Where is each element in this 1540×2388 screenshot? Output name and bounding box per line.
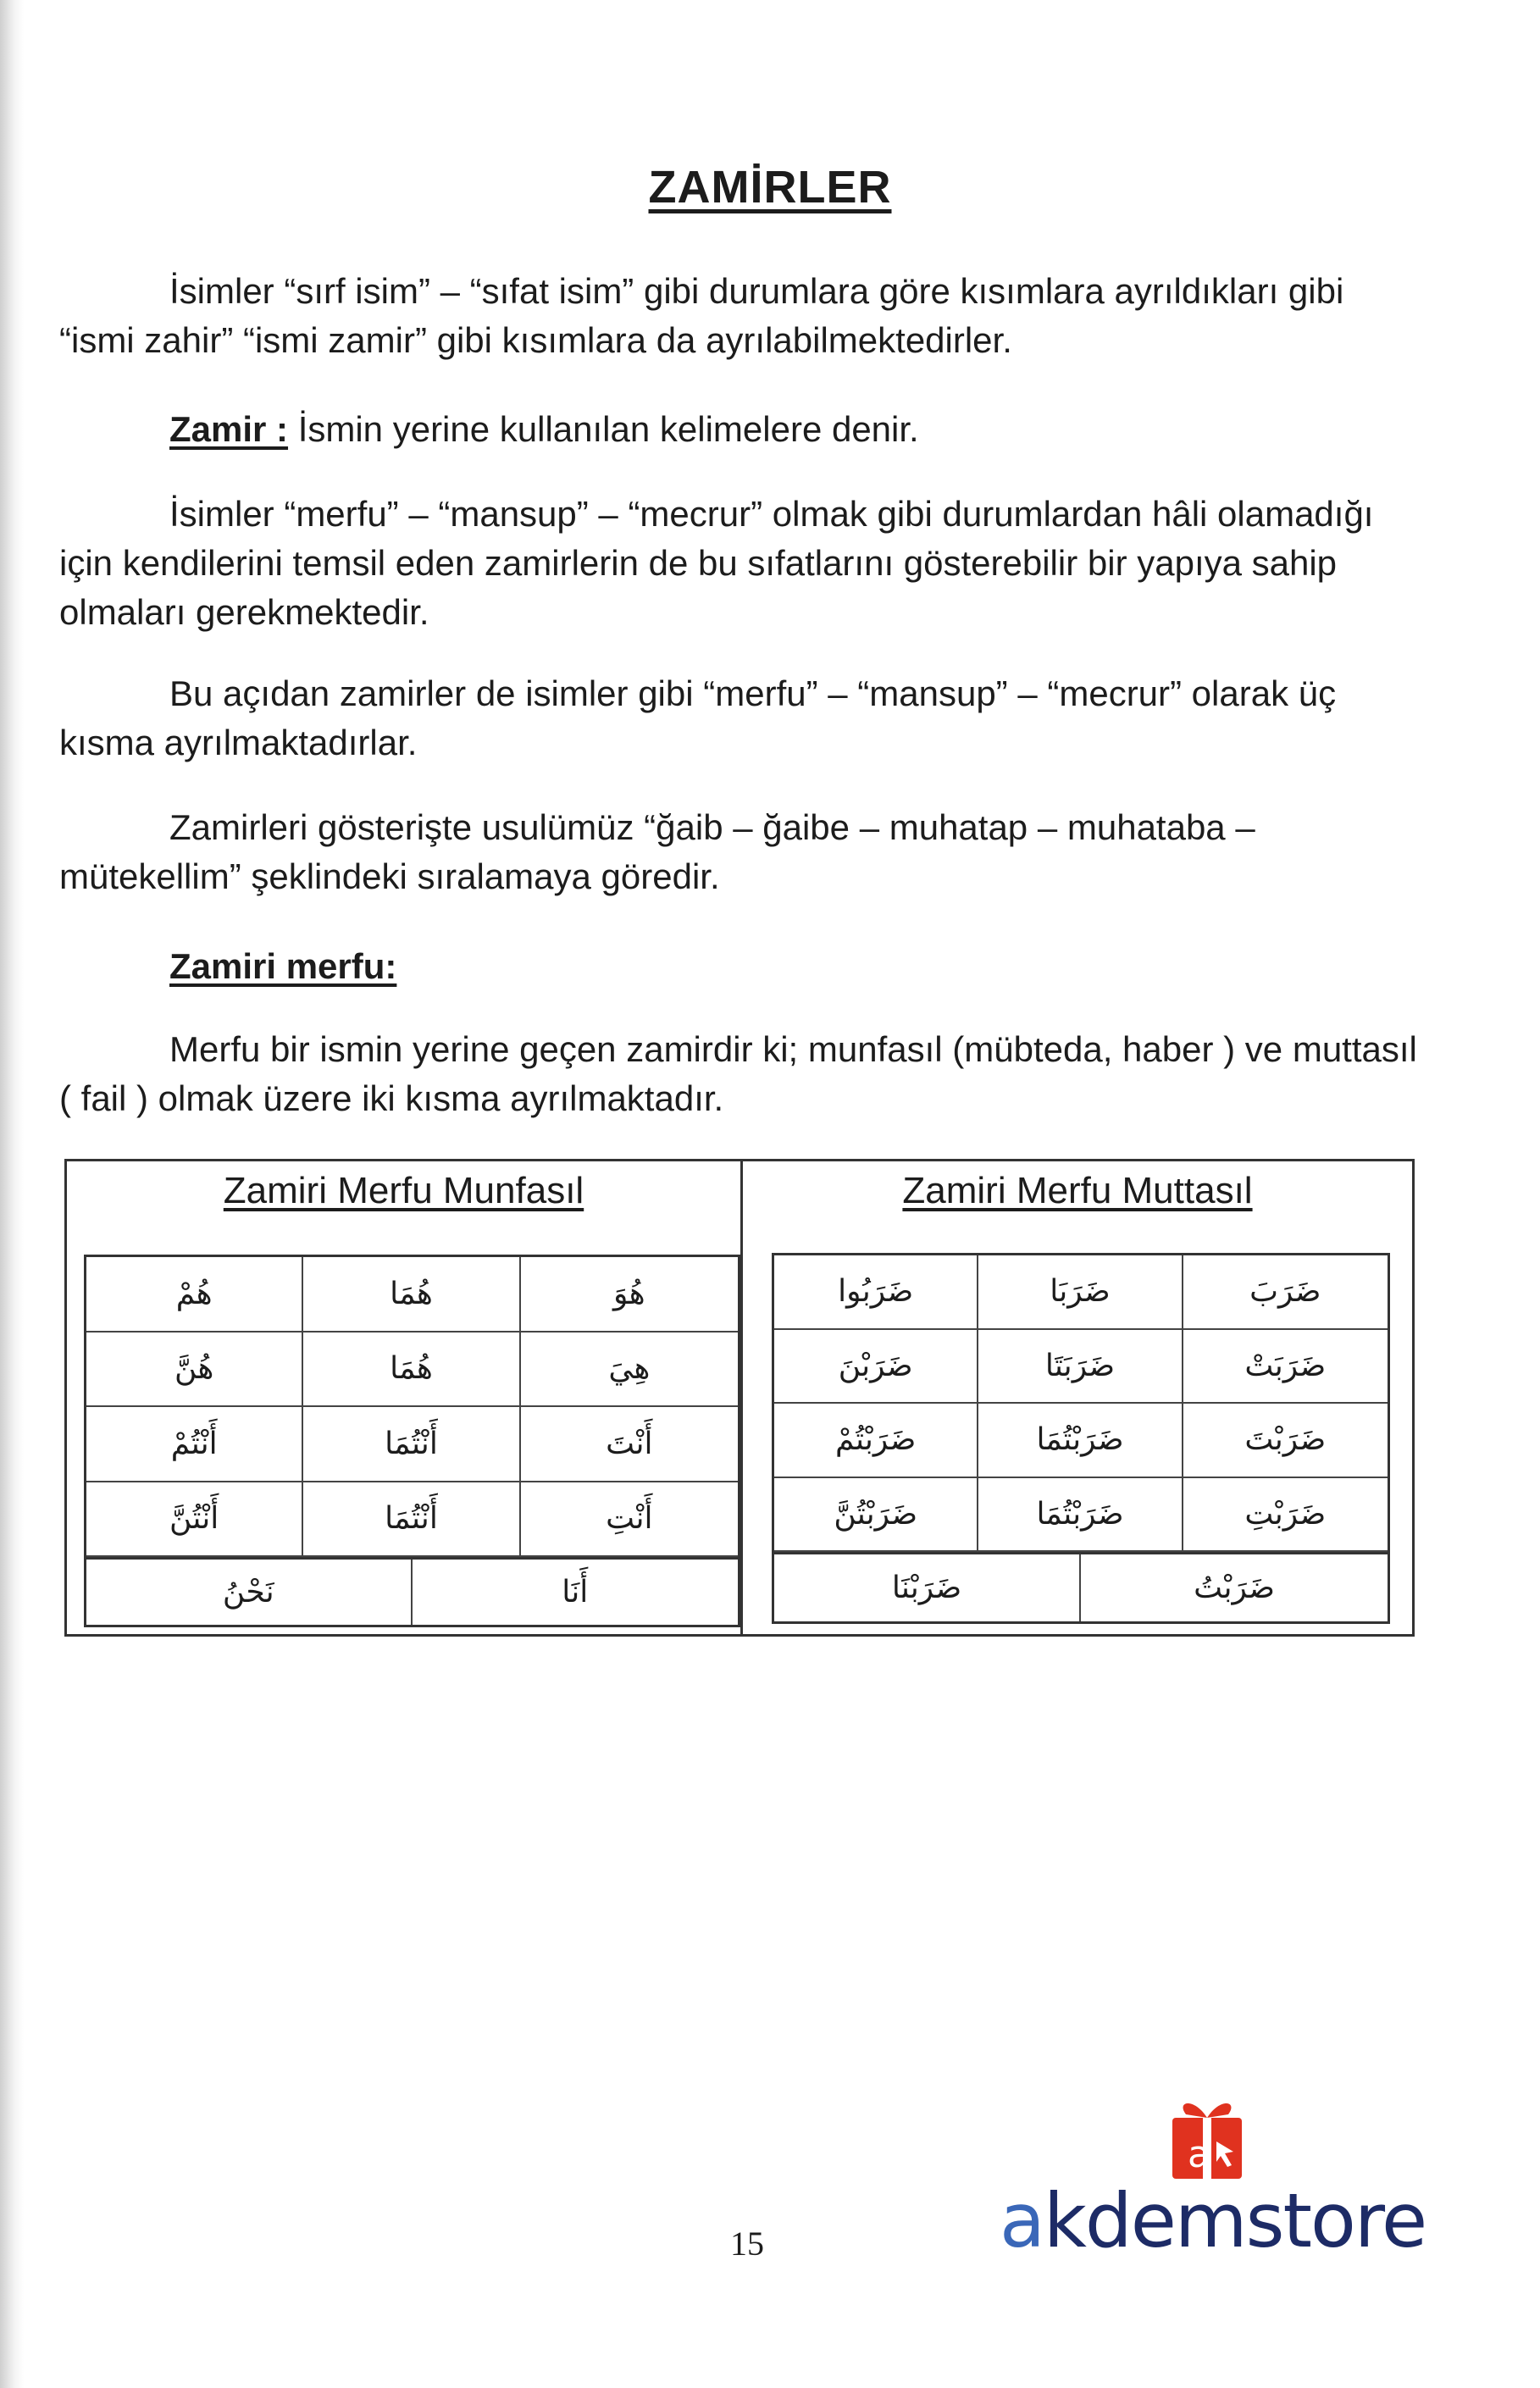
paragraph-5-text: Merfu bir ismin yerine geçen zamirdir ki; munfasıl (mübteda, haber ) ve muttasıl ( fail ) olmak üzere iki kısma ayrılmaktadır. (59, 1029, 1417, 1118)
page-title: ZAMİRLER (648, 162, 892, 213)
table-cell: ضَرَبْتُ (1194, 1571, 1275, 1605)
table-cell: ضَرَبُوا (774, 1255, 978, 1330)
paragraph-3 (59, 669, 1423, 767)
table-cell: ضَرَبْتُنَّ (774, 1478, 978, 1553)
table-cell: ضَرَبْتُمْ (774, 1404, 978, 1478)
book-gift-icon (1161, 2092, 1254, 2184)
table-cell: أَنْتُمْ (86, 1407, 303, 1482)
table-cell: هُمْ (86, 1257, 303, 1333)
zamir-label: Zamir : (169, 409, 289, 449)
table-cell: هُمَا (303, 1257, 520, 1333)
table-cell: هُمَا (303, 1333, 520, 1408)
table-cell: ضَرَبْنَ (774, 1330, 978, 1405)
table-cell: أَنْتَ (521, 1407, 738, 1482)
akdemstore-logo (1000, 2092, 1440, 2262)
table-cell: هِيَ (521, 1333, 738, 1408)
paragraph-1 (59, 267, 1423, 365)
paragraph-2-text: İsimler “merfu” – “mansup” – “mecrur” olmak gibi durumlardan hâli olamadığı için kendilerini temsil eden zamirlerin de bu sıfatlarını gösterebilir bir yapıya sahip olmaları gerekmektedir. (59, 494, 1374, 632)
table-cell: هُوَ (521, 1257, 738, 1333)
table-cell: أَنْتُمَا (303, 1482, 520, 1558)
page-edge-shadow (0, 0, 24, 2388)
table-cell: ضَرَبْتَ (1183, 1404, 1388, 1478)
left-table-header: Zamiri Merfu Munfasıl (223, 1170, 584, 1211)
pronoun-table (64, 1159, 1415, 1637)
table-cell: ضَرَبَتْ (1183, 1330, 1388, 1405)
table-cell: أَنْتُمَا (303, 1407, 520, 1482)
svg-text:a: a (1188, 2133, 1210, 2176)
table-cell: أَنْتُنَّ (86, 1482, 303, 1558)
munfasil-grid (84, 1255, 740, 1560)
table-cell: نَحْنُ (86, 1560, 413, 1625)
logo-text-a: a (1000, 2177, 1044, 2264)
table-cell: أَنَا (562, 1575, 589, 1610)
muttasil-last-row (772, 1554, 1390, 1624)
table-cell: هُنَّ (86, 1333, 303, 1408)
paragraph-4 (59, 803, 1423, 901)
paragraph-4-text: Zamirleri gösterişte usulümüz “ğaib – ğaibe – muhatap – muhataba – mütekellim” şeklindeki sıralamaya göredir. (59, 807, 1255, 896)
munfasil-last-row (84, 1560, 740, 1627)
logo-text (1000, 2177, 1426, 2264)
table-cell: ضَرَبْتُمَا (978, 1478, 1183, 1553)
zamir-definition (169, 405, 919, 454)
right-table-header: Zamiri Merfu Muttasıl (902, 1170, 1253, 1211)
table-cell: ضَرَبَ (1183, 1255, 1388, 1330)
muttasil-grid (772, 1253, 1390, 1554)
zamiri-merfu-label: Zamiri merfu: (169, 946, 397, 986)
zamiri-merfu-heading (169, 942, 396, 991)
paragraph-1-text: İsimler “sırf isim” – “sıfat isim” gibi durumlara göre kısımlara ayrıldıkları gibi “ismi zahir” “ismi zamir” gibi kısımlara da ayrılabilmektedirler. (59, 271, 1344, 360)
table-cell: ضَرَبْنَا (774, 1554, 1081, 1621)
paragraph-5 (59, 1025, 1423, 1123)
table-cell: ضَرَبْتُمَا (978, 1404, 1183, 1478)
table-divider (740, 1161, 743, 1634)
page-number: 15 (730, 2225, 764, 2263)
table-cell: ضَرَبَا (978, 1255, 1183, 1330)
paragraph-3-text: Bu açıdan zamirler de isimler gibi “merfu” – “mansup” – “mecrur” olarak üç kısma ayrılmaktadırlar. (59, 673, 1337, 762)
table-cell: ضَرَبَتَا (978, 1330, 1183, 1405)
zamir-text: İsmin yerine kullanılan kelimelere denir. (288, 409, 919, 449)
table-cell: ضَرَبْتِ (1183, 1478, 1388, 1553)
logo-text-rest: kdemstore (1043, 2177, 1426, 2264)
table-cell: أَنْتِ (521, 1482, 738, 1558)
paragraph-2 (59, 490, 1423, 637)
